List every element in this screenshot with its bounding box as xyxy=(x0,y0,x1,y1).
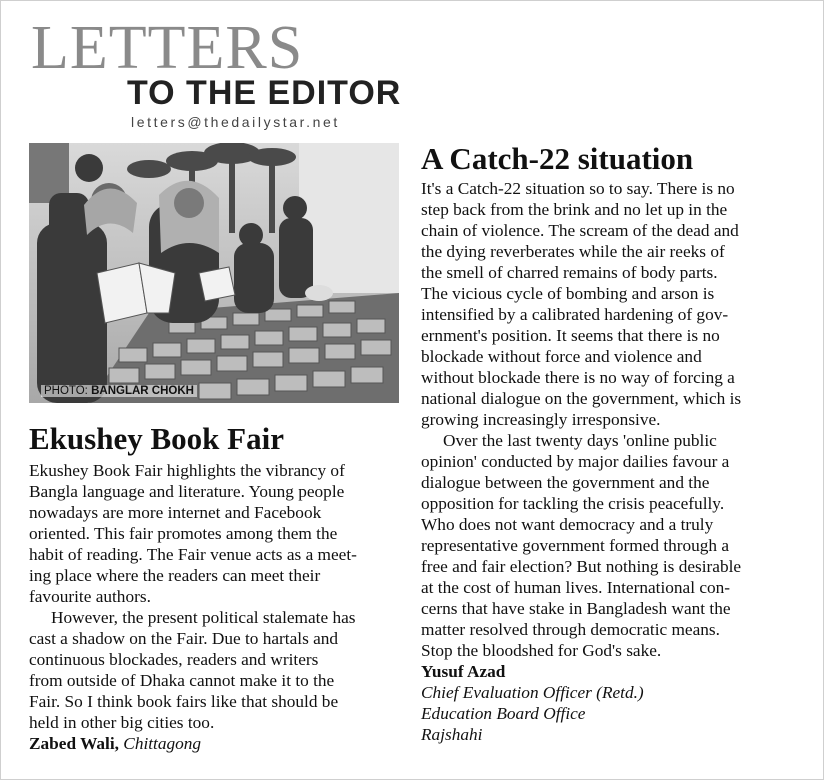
letter-paragraph xyxy=(421,178,793,430)
text-line: chain of violence. The scream of the dead and xyxy=(421,221,739,240)
text-line: held in other big cities too. xyxy=(29,713,215,732)
photo-credit xyxy=(41,385,197,397)
text-line: the smell of charred remains of body parts. xyxy=(421,263,718,282)
author-city: Rajshahi xyxy=(421,725,483,744)
text-line: habit of reading. The Fair venue acts as a meet- xyxy=(29,545,357,564)
text-line: dialogue between the government and the xyxy=(421,473,710,492)
text-line: from outside of Dhaka cannot make it to the xyxy=(29,671,335,690)
text-line: representative government formed through a xyxy=(421,536,730,555)
text-line: ing place where the readers can meet their xyxy=(29,566,321,585)
text-line: at the cost of human lives. International con- xyxy=(421,578,731,597)
section-title: LETTERS xyxy=(31,14,304,82)
author-title: Chief Evaluation Officer (Retd.) xyxy=(421,683,644,702)
text-line: Ekushey Book Fair highlights the vibrancy of xyxy=(29,461,345,480)
author-name: Yusuf Azad xyxy=(421,662,506,681)
text-line: intensified by a calibrated hardening of gov- xyxy=(421,305,729,324)
text-line: Fair. So I think book fairs like that should be xyxy=(29,692,339,711)
letter-signature xyxy=(421,661,793,745)
text-line: step back from the brink and no let up in the xyxy=(421,200,728,219)
text-line: blockade without force and violence and xyxy=(421,347,702,366)
text-line: ernment's position. It seems that there is no xyxy=(421,326,720,345)
photo-credit-prefix: PHOTO: xyxy=(44,385,92,397)
photo-illustration xyxy=(29,143,399,403)
text-line: Stop the bloodshed for God's sake. xyxy=(421,641,662,660)
text-line: The vicious cycle of bombing and arson is xyxy=(421,284,715,303)
text-line: Who does not want democracy and a truly xyxy=(421,515,714,534)
text-line: However, the present political stalemate has xyxy=(51,608,356,627)
text-line: Over the last twenty days 'online public xyxy=(443,431,717,450)
text-line: continuous blockades, readers and writers xyxy=(29,650,319,669)
text-line: the dying reverberates while the air reeks of xyxy=(421,242,725,261)
text-line: opposition for tackling the crisis peacefully. xyxy=(421,494,725,513)
text-line: Bangla language and literature. Young people xyxy=(29,482,345,501)
letter-signature xyxy=(29,733,401,754)
text-line: cast a shadow on the Fair. Due to hartals and xyxy=(29,629,339,648)
text-line: free and fair election? But nothing is desirable xyxy=(421,557,742,576)
text-line: favourite authors. xyxy=(29,587,151,606)
letter-headline: A Catch-22 situation xyxy=(421,141,694,176)
letter-paragraph xyxy=(29,607,401,733)
text-line: growing increasingly irresponsive. xyxy=(421,410,661,429)
section-subtitle: TO THE EDITOR xyxy=(127,74,402,112)
text-line: cerns that have stake in Bangladesh want the xyxy=(421,599,731,618)
text-line: national dialogue on the government, which is xyxy=(421,389,742,408)
text-line: opinion' conducted by major dailies favour a xyxy=(421,452,730,471)
letter-paragraph xyxy=(29,460,401,607)
letter-paragraph xyxy=(421,430,793,661)
author-office: Education Board Office xyxy=(421,704,586,723)
editor-email: letters@thedailystar.net xyxy=(131,114,340,130)
book-fair-photo xyxy=(29,143,399,403)
letter-body xyxy=(29,460,401,754)
letter-headline: Ekushey Book Fair xyxy=(29,421,284,456)
author-location: Chittagong xyxy=(118,734,202,753)
text-line: without blockade there is no way of forcing a xyxy=(421,368,735,387)
photo-credit-name: BANGLAR CHOKH xyxy=(91,385,194,397)
text-line: It's a Catch-22 situation so to say. There is no xyxy=(421,179,735,198)
text-line: matter resolved through democratic means. xyxy=(421,620,720,639)
letter-body xyxy=(421,178,793,745)
text-line: oriented. This fair promotes among them the xyxy=(29,524,338,543)
author-name: Zabed Wali, xyxy=(29,734,119,753)
text-line: nowadays are more internet and Facebook xyxy=(29,503,322,522)
